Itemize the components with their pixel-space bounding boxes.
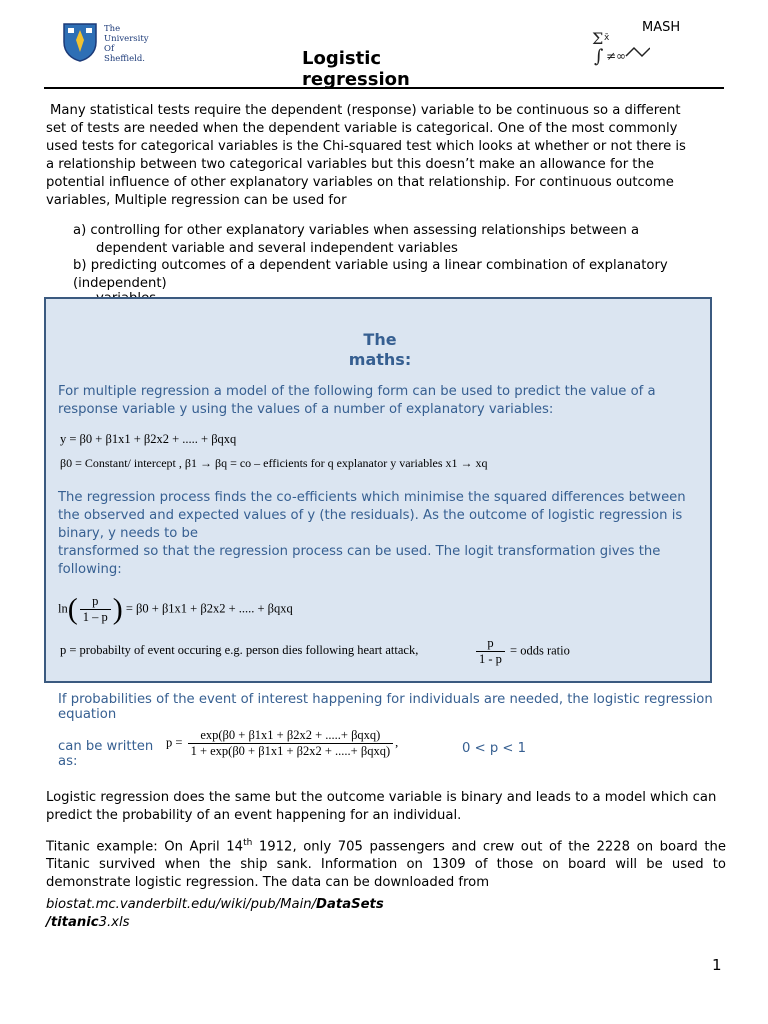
svg-text:∫: ∫ (594, 46, 604, 67)
regression-process-text: The regression process finds the co-efficients which minimise the squared differences between the observed and expected values of y (the residuals). As the outcome of logistic regression is binary, y needs to be transformed so that the regression process can be used. The logit transformation gives the following: (58, 490, 686, 577)
multiple-regression-equation: y = β0 + β1x1 + β2x2 + ..... + βqxq (60, 432, 237, 446)
svg-text:x̄: x̄ (604, 33, 610, 43)
logit-equation: ln( $\frac{p}{1 - p}$ ) = β0 + β1x1 + β2x2 + ..... + βqxq (58, 592, 293, 626)
list-item-b: b) predicting outcomes of a dependent variable using a linear combination of explanatory (independent) (73, 258, 668, 291)
maths-box-title: The maths: (348, 330, 412, 369)
mash-symbols-icon (590, 26, 650, 70)
page-number: 1 (712, 956, 722, 974)
svg-text:≠∞: ≠∞ (606, 49, 627, 63)
probabilities-text: If probabilities of the event of interest happening for individuals are needed, the logistic regression equation (58, 692, 713, 722)
list-item-a: a) controlling for other explanatory variables when assessing relationships between a dependent variable and several independent variables (73, 223, 640, 256)
university-logo (62, 22, 182, 64)
can-be-written-text: can be written as: (58, 739, 154, 769)
probability-equation: p = $\frac{\text{exp(β0 + β1x1 + β2x2 + .....+ βqxq)}}{\text{1 + exp(β0 + β1x1 + β2x2 + .....+ βqxq)}}$ , (166, 728, 399, 758)
probability-definition: p = probabilty of event occuring e.g. person dies following heart attack, (60, 643, 419, 657)
data-url[interactable]: biostat.mc.vanderbilt.edu/wiki/pub/Main/DataSets /titanic3.xls (46, 897, 384, 930)
university-crest-icon (62, 22, 98, 62)
probability-range: 0 < p < 1 (462, 741, 527, 756)
mash-logo (590, 18, 710, 70)
coefficients-definition: β0 = Constant/ intercept , β1 → βq = co – efficients for q explanator y variables x1 → xq (60, 456, 488, 470)
title-divider (44, 87, 724, 89)
odds-ratio: $\frac{p}{1 - p}$ = odds ratio (474, 636, 570, 667)
university-name: The University Of Sheffield. (104, 24, 149, 64)
maths-intro-text: For multiple regression a model of the following form can be used to predict the value of a response variable y using the values of a number of explanatory variables: (58, 384, 656, 417)
svg-text:Σ: Σ (592, 29, 604, 48)
mash-label: MASH (642, 20, 681, 35)
titanic-paragraph: Titanic example: On April 14th 1912, only 705 passengers and crew out of the 2228 on board the Titanic survived when the ship sank. Information on 1309 of those on board will be used to demonstrate logistic regression. The data can be downloaded from (46, 838, 726, 891)
logistic-summary-paragraph: Logistic regression does the same but the outcome variable is binary and leads to a model which can predict the probability of an event happening for an individual. (46, 790, 717, 823)
intro-paragraph: Many statistical tests require the dependent (response) variable to be continuous so a different set of tests are needed when the dependent variable is categorical. One of the most commonly used tests for categorical variables is the Chi-squared test which looks at whether or not there is a relationship between two categorical variables but this doesn’t make an allowance for the potential influence of other explanatory variables on that relationship. For continuous outcome variables, Multiple regression can be used for (46, 103, 686, 208)
page-title: Logistic regression (302, 48, 410, 90)
